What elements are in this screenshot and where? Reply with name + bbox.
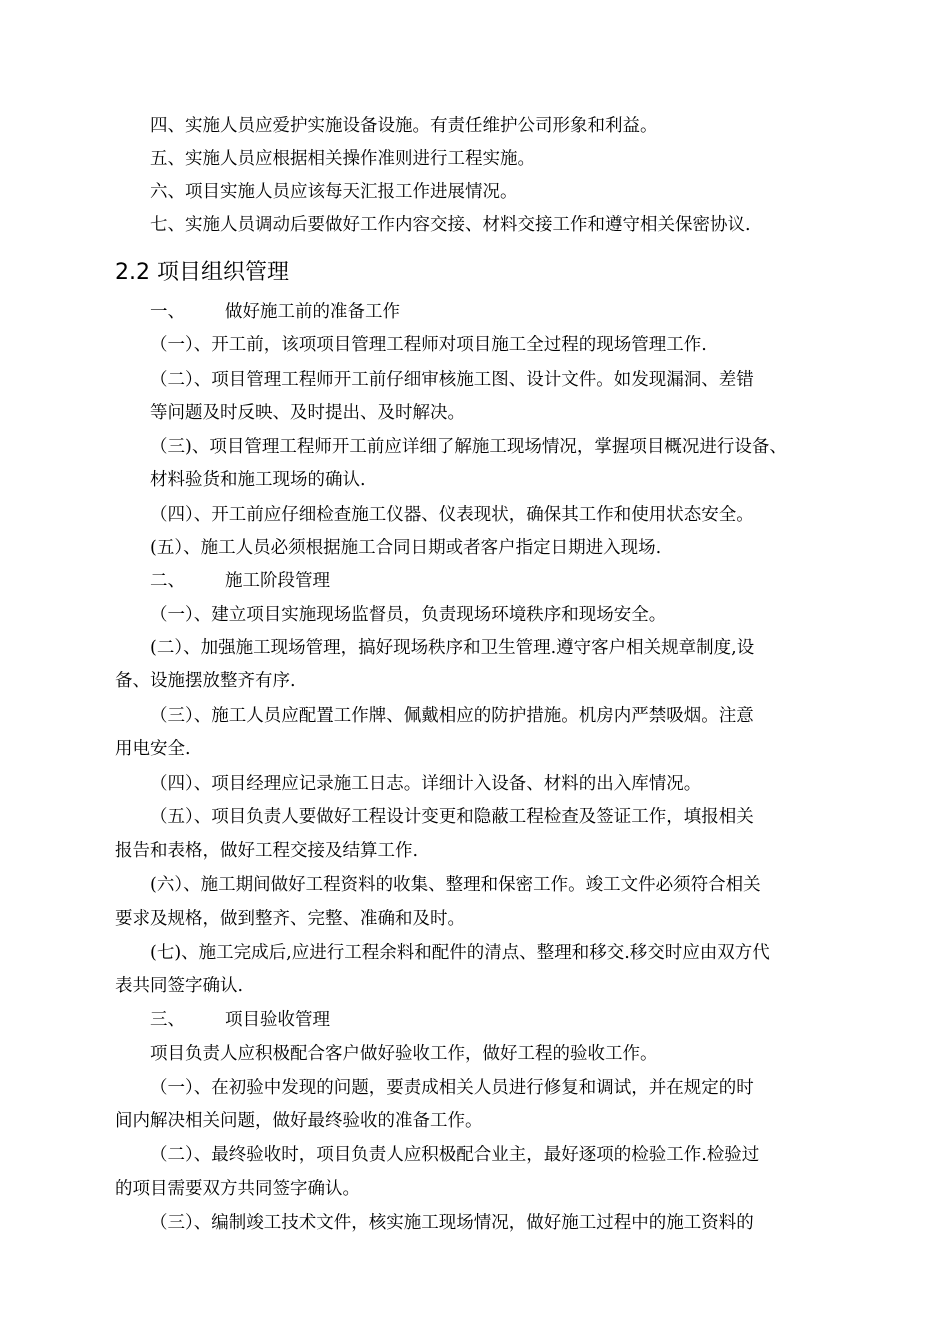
part-title: 做好施工前的准备工作 (225, 302, 400, 322)
paragraph-line: 六、项目实施人员应该每天汇报工作进展情况。 (150, 182, 518, 202)
paragraph-line: （三)、项目管理工程师开工前应详细了解施工现场情况，掌握项目概况进行设备、 (150, 437, 787, 457)
section-heading: 2.2 项目组织管理 (115, 260, 289, 285)
paragraph-line: （二）、最终验收时，项目负责人应积极配合业主，最好逐项的检验工作.检验过 (150, 1145, 760, 1165)
paragraph-line: 间内解决相关问题，做好最终验收的准备工作。 (115, 1111, 483, 1131)
part-number: 三、 (150, 1010, 185, 1030)
part-title: 项目验收管理 (225, 1010, 330, 1030)
paragraph-line: 要求及规格，做到整齐、完整、准确和及时。 (115, 909, 465, 929)
paragraph-line: 表共同签字确认. (115, 976, 244, 996)
paragraph-line: 报告和表格，做好工程交接及结算工作. (115, 841, 419, 861)
part-number: 一、 (150, 302, 185, 322)
paragraph-line: 备、设施摆放整齐有序. (115, 671, 296, 691)
part-title: 施工阶段管理 (225, 571, 330, 591)
paragraph-line: 的项目需要双方共同签字确认。 (115, 1179, 360, 1199)
paragraph-line: （四）、项目经理应记录施工日志。详细计入设备、材料的出入库情况。 (150, 774, 702, 794)
paragraph-line: （一）、建立项目实施现场监督员，负责现场环境秩序和现场安全。 (150, 605, 667, 625)
paragraph-line: （一）、开工前，该项项目管理工程师对项目施工全过程的现场管理工作. (150, 335, 707, 355)
paragraph-line: 五、实施人员应根据相关操作准则进行工程实施。 (150, 149, 535, 169)
part-heading (150, 570, 330, 592)
paragraph-line: （五）、项目负责人要做好工程设计变更和隐蔽工程检查及签证工作，填报相关 (150, 807, 754, 827)
paragraph-line: （二）、项目管理工程师开工前仔细审核施工图、设计文件。如发现漏洞、差错 (150, 370, 754, 390)
paragraph-line: （一）、在初验中发现的问题，要责成相关人员进行修复和调试，并在规定的时 (150, 1078, 754, 1098)
part-heading (150, 301, 400, 323)
paragraph-line: 用电安全. (115, 739, 191, 759)
paragraph-line: (六）、施工期间做好工程资料的收集、整理和保密工作。竣工文件必须符合相关 (150, 875, 761, 895)
paragraph-line: 四、实施人员应爱护实施设备设施。有责任维护公司形象和利益。 (150, 116, 658, 136)
paragraph-line: 材料验货和施工现场的确认. (150, 470, 366, 490)
part-heading (150, 1009, 330, 1031)
paragraph-line: 项目负责人应积极配合客户做好验收工作，做好工程的验收工作。 (150, 1044, 658, 1064)
paragraph-line: （三）、施工人员应配置工作牌、佩戴相应的防护措施。机房内严禁吸烟。注意 (150, 706, 754, 726)
part-number: 二、 (150, 571, 185, 591)
paragraph-line: (七)、施工完成后,应进行工程余料和配件的清点、整理和移交.移交时应由双方代 (150, 943, 770, 963)
paragraph-line: (二）、加强施工现场管理，搞好现场秩序和卫生管理.遵守客户相关规章制度,设 (150, 638, 755, 658)
paragraph-line: （三）、编制竣工技术文件，核实施工现场情况，做好施工过程中的施工资料的 (150, 1213, 754, 1233)
paragraph-line: 七、实施人员调动后要做好工作内容交接、材料交接工作和遵守相关保密协议. (150, 215, 751, 235)
paragraph-line: 等问题及时反映、及时提出、及时解决。 (150, 403, 465, 423)
paragraph-line: (五）、施工人员必须根据施工合同日期或者客户指定日期进入现场. (150, 538, 662, 558)
paragraph-line: （四）、开工前应仔细检查施工仪器、仪表现状，确保其工作和使用状态安全。 (150, 505, 754, 525)
